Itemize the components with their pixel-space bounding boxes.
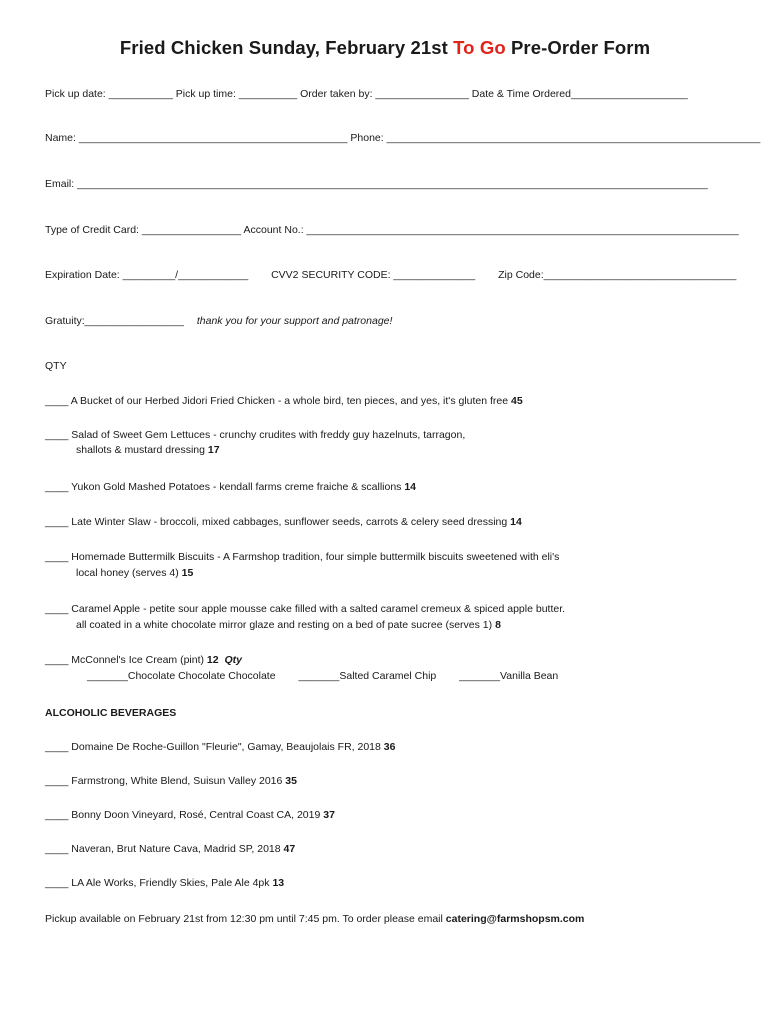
contact-row [45,131,760,145]
email-row [45,177,708,191]
item-description: Yukon Gold Mashed Potatoes - kendall farms creme fraiche & scallions [71,481,402,493]
gratuity-row [45,314,392,328]
item-price: 47 [283,843,296,855]
expiration-field[interactable]: Expiration Date: _________/____________ [45,269,249,281]
pickup-date-field[interactable]: Pick up date: ___________ [45,88,173,100]
beverage-item [45,808,335,822]
item-description-line2: all coated in a white chocolate mirror glaze and resting on a bed of pate sucree (serves 1) [76,619,493,631]
thank-you-note: thank you for your support and patronage! [196,315,393,327]
date-time-ordered-field[interactable]: Date & Time Ordered____________________ [471,88,688,100]
qty-blank[interactable]: ____ [45,741,69,753]
beverage-item [45,774,297,788]
item-description-line2: shallots & mustard dressing [76,444,205,456]
item-price: 15 [181,567,194,579]
qty-blank[interactable]: ____ [45,775,69,787]
flavor-salted-caramel[interactable]: _______Salted Caramel Chip [298,670,437,682]
flavor-vanilla[interactable]: _______Vanilla Bean [459,670,559,682]
item-description: Farmstrong, White Blend, Suisun Valley 2016 [71,775,283,787]
item-description: Homemade Buttermilk Biscuits - A Farmshop tradition, four simple buttermilk biscuits sweetened with eli's [71,551,560,563]
item-price: 45 [511,395,523,407]
qty-blank[interactable]: ____ [45,551,69,563]
qty-blank[interactable]: ____ [45,843,69,855]
item-price: 14 [404,481,417,493]
item-description: A Bucket of our Herbed Jidori Fried Chicken - a whole bird, ten pieces, and yes, it's gluten free [70,395,509,407]
item-description: Domaine De Roche-Guillon "Fleurie", Gamay, Beaujolais FR, 2018 [71,741,381,753]
beverage-item [45,842,295,856]
email-field[interactable]: Email: ____________________________________________________________________________________________________________ [45,178,708,190]
phone-field[interactable]: Phone: ________________________________________________________________ [350,132,761,144]
footer-text: Pickup available on February 21st from 12:30 pm until 7:45 pm. To order please email [45,913,446,925]
item-price: 17 [207,444,220,456]
alcohol-heading-text: ALCOHOLIC BEVERAGES [45,707,177,719]
zip-field[interactable]: Zip Code:_________________________________ [498,269,737,281]
card-type-field[interactable]: Type of Credit Card: _________________ [45,224,242,236]
item-description-line2: local honey (serves 4) [76,567,179,579]
menu-item [45,550,559,564]
qty-blank[interactable]: ____ [45,516,69,528]
page-title [0,37,770,59]
flavor-chocolate[interactable]: _______Chocolate Chocolate Chocolate [87,670,276,682]
item-price: 8 [495,619,501,631]
ice-cream-flavors [87,669,558,683]
menu-item [45,480,416,494]
qty-blank[interactable]: ____ [45,481,69,493]
pickup-footer [45,912,584,926]
menu-item [45,428,465,442]
item-description: LA Ale Works, Friendly Skies, Pale Ale 4pk [71,877,270,889]
qty-blank[interactable]: ____ [45,429,69,441]
alcohol-heading [45,706,176,720]
pickup-time-field[interactable]: Pick up time: __________ [175,88,298,100]
gratuity-field[interactable]: Gratuity:_________________ [45,315,184,327]
item-description: McConnel's Ice Cream (pint) [71,654,204,666]
title-highlight: To Go [453,37,506,58]
item-description: Naveran, Brut Nature Cava, Madrid SP, 2018 [71,843,281,855]
menu-item [45,602,565,616]
ice-cream-item [45,653,242,667]
item-price: 37 [323,809,335,821]
card-row [45,223,739,237]
qty-label: Qty [224,654,242,666]
qty-heading: QTY [45,360,67,372]
menu-item-continued [45,443,220,457]
menu-item-continued [45,618,501,632]
item-price: 35 [285,775,297,787]
qty-blank[interactable]: ____ [45,395,69,407]
account-no-field[interactable]: Account No.: __________________________________________________________________________ [243,224,739,236]
qty-blank[interactable]: ____ [45,603,69,615]
cvv2-field[interactable]: CVV2 SECURITY CODE: ______________ [271,269,476,281]
name-field[interactable]: Name: ______________________________________________ [45,132,348,144]
title-post: Pre-Order Form [505,37,651,58]
title-pre: Fried Chicken Sunday, February 21st [119,37,454,58]
item-description: Caramel Apple - petite sour apple mousse cake filled with a salted caramel cremeux & spiced apple butter. [71,603,566,615]
item-description: Late Winter Slaw - broccoli, mixed cabbages, sunflower seeds, carrots & celery seed dressing [71,516,508,528]
card-details-row [45,268,736,282]
item-description: Salad of Sweet Gem Lettuces - crunchy crudites with freddy guy hazelnuts, tarragon, [71,429,466,441]
item-price: 14 [510,516,522,528]
menu-item [45,394,523,408]
item-price: 13 [272,877,285,889]
menu-item [45,515,522,529]
item-price: 36 [383,741,396,753]
item-description: Bonny Doon Vineyard, Rosé, Central Coast CA, 2019 [71,809,321,821]
qty-blank[interactable]: ____ [45,809,69,821]
order-taken-by-field[interactable]: Order taken by: ________________ [300,88,469,100]
menu-item-continued [45,566,193,580]
catering-email-link[interactable]: catering@farmshopsm.com [445,913,585,925]
beverage-item [45,876,284,890]
qty-blank[interactable]: ____ [45,877,69,889]
item-price: 12 [206,654,219,666]
qty-blank[interactable]: ____ [45,654,69,666]
beverage-item [45,740,395,754]
order-info-row [45,87,688,101]
